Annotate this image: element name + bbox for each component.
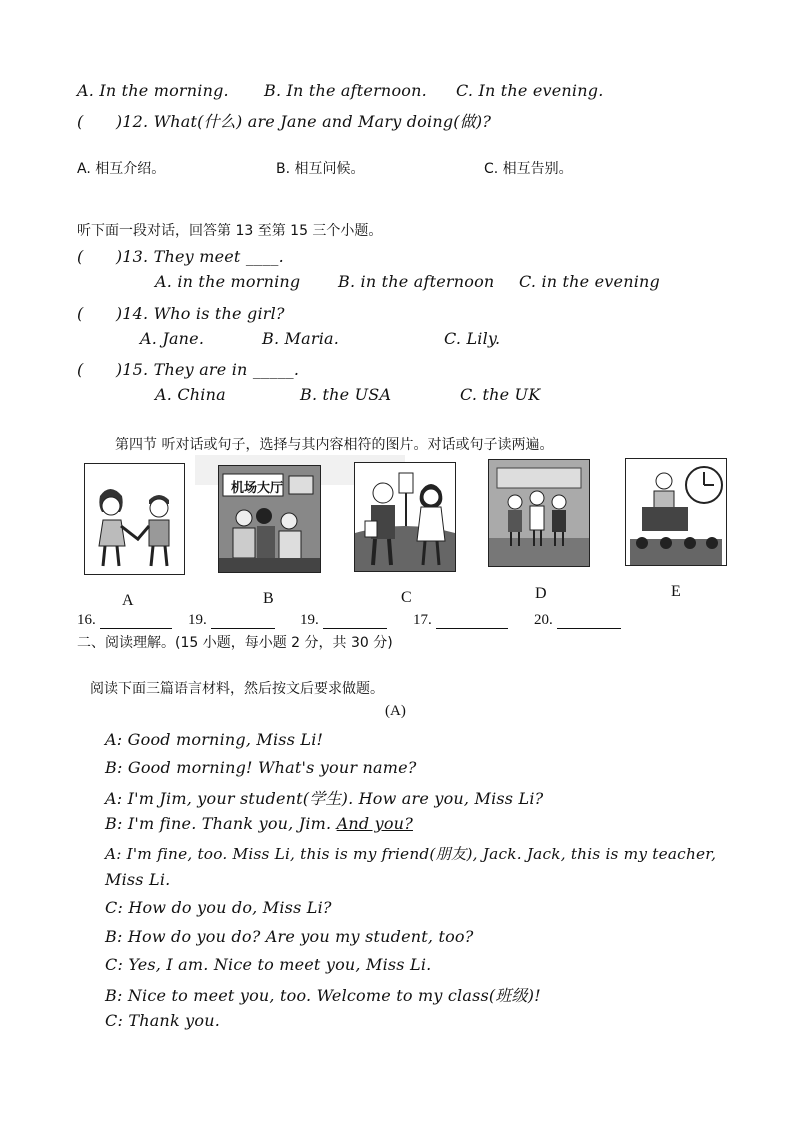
dialogue-line-5: A: I'm fine, too. Miss Li, this is my friend(朋友), Jack. Jack, this is my teacher, (105, 845, 717, 863)
answer-blank-4[interactable] (413, 612, 508, 629)
picture-c (354, 462, 456, 572)
dialogue-line-7: C: How do you do, Miss Li? (105, 898, 332, 917)
blank-number: 19. (300, 612, 319, 628)
answer-blank-5[interactable] (534, 612, 621, 629)
q14-option-b: B. Maria. (262, 329, 340, 348)
answer-blank-2[interactable] (188, 612, 275, 629)
answer-line[interactable] (100, 614, 172, 629)
picture-letter-b: B (263, 590, 274, 607)
question-text: 15. They are in _____. (122, 360, 300, 379)
reading-instruction: 阅读下面三篇语言材料，然后按文后要求做题。 (90, 681, 384, 697)
dialogue-line-3: A: I'm Jim, your student(学生). How are you, Miss Li? (105, 789, 544, 808)
q15-option-c: C. the UK (460, 385, 541, 404)
picture-letter-c: C (401, 589, 412, 606)
picture-letter-d: D (535, 585, 547, 602)
q15-option-b: B. the USA (300, 385, 392, 404)
answer-paren: ( ) (77, 304, 123, 323)
dialogue-line-6: Miss Li. (105, 870, 171, 889)
passage-label: (A) (385, 703, 406, 719)
dialogue-line-8: B: How do you do? Are you my student, too? (105, 927, 474, 946)
answer-line[interactable] (323, 614, 387, 629)
answer-line[interactable] (211, 614, 275, 629)
blank-number: 19. (188, 612, 207, 628)
dialogue-line-1: A: Good morning, Miss Li! (105, 730, 324, 749)
q13-option-a: A. in the morning (155, 272, 301, 291)
q13-option-b: B. in the afternoon (338, 272, 495, 291)
answer-line[interactable] (436, 614, 508, 629)
picture-letter-e: E (671, 583, 681, 600)
answer-blank-3[interactable] (300, 612, 387, 629)
dialogue-line-10: B: Nice to meet you, too. Welcome to my class(班级)! (105, 986, 541, 1005)
q11-option-b: B. In the afternoon. (264, 81, 427, 100)
meeting-people-illustration (355, 463, 455, 571)
picture-d (488, 459, 590, 567)
classroom-clock-illustration (626, 459, 726, 565)
children-group-illustration (489, 460, 589, 566)
dialogue-line-11: C: Thank you. (105, 1011, 220, 1030)
q11-option-a: A. In the morning. (77, 81, 229, 100)
answer-line[interactable] (557, 614, 621, 629)
dialogue-text: B: I'm fine. Thank you, Jim. (105, 814, 337, 833)
picture-b (218, 465, 321, 573)
q14-option-a: A. Jane. (140, 329, 205, 348)
q12-option-b: B. 相互问候。 (276, 161, 365, 177)
dialogue-line-2: B: Good morning! What's your name? (105, 758, 417, 777)
handshake-illustration (85, 464, 184, 574)
answer-blank-1[interactable] (77, 612, 172, 629)
blank-number: 20. (534, 612, 553, 628)
blank-number: 16. (77, 612, 96, 628)
q11-option-c: C. In the evening. (456, 81, 604, 100)
reading-section-title: 二、阅读理解。(15 小题，每小题 2 分，共 30 分) (77, 635, 393, 651)
answer-paren: ( ) (77, 360, 123, 379)
picture-letter-a: A (122, 592, 134, 609)
underlined-phrase: And you? (336, 814, 413, 833)
answer-paren: ( ) (77, 112, 123, 131)
answer-paren: ( ) (77, 247, 123, 266)
question-14 (77, 301, 285, 324)
dialog-instruction: 听下面一段对话，回答第 13 至第 15 三个小题。 (77, 223, 383, 239)
question-13 (77, 244, 284, 267)
question-12 (77, 109, 491, 132)
dialogue-line-9: C: Yes, I am. Nice to meet you, Miss Li. (105, 955, 432, 974)
picture-a (84, 463, 185, 575)
q15-option-a: A. China (155, 385, 226, 404)
q13-option-c: C. in the evening (519, 272, 660, 291)
airport-sign: 机场大厅 (231, 481, 284, 496)
section-4-title: 第四节 听对话或句子，选择与其内容相符的图片。对话或句子读两遍。 (115, 437, 554, 453)
q12-option-a: A. 相互介绍。 (77, 161, 166, 177)
question-text: 12. What(什么) are Jane and Mary doing(做)? (122, 112, 492, 131)
question-15 (77, 357, 299, 380)
picture-e (625, 458, 727, 566)
question-text: 13. They meet ____. (122, 247, 284, 266)
dialogue-line-4 (105, 814, 413, 833)
q12-option-c: C. 相互告别。 (484, 161, 573, 177)
blank-number: 17. (413, 612, 432, 628)
question-text: 14. Who is the girl? (122, 304, 285, 323)
q14-option-c: C. Lily. (444, 329, 501, 348)
